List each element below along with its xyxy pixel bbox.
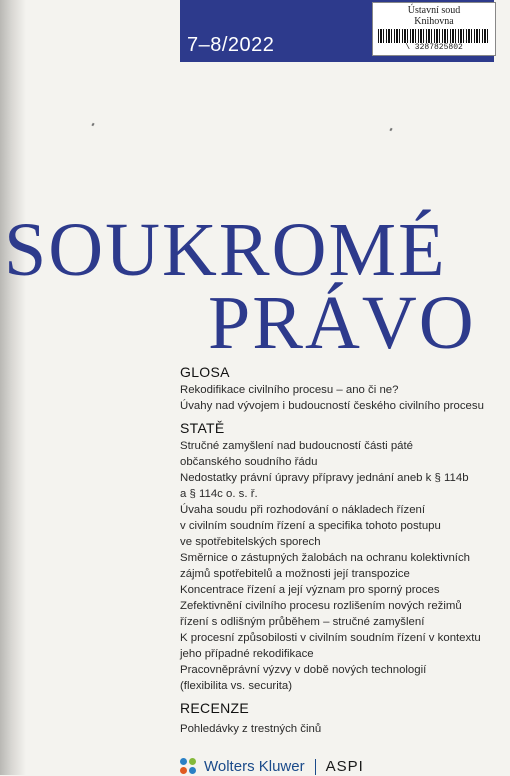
toc-line: (flexibilita vs. securita)	[180, 680, 293, 692]
toc-line: Nedostatky právní úpravy přípravy jednání aneb k § 114b	[180, 472, 469, 484]
journal-title-line2: PRÁVO	[208, 281, 476, 365]
toc-line: Úvaha soudu při rozhodování o nákladech řízení	[180, 504, 426, 516]
toc-line: ve spotřebitelských sporech	[180, 536, 321, 548]
toc-line: Zefektivnění civilního procesu rozlišením nových režimů	[180, 600, 462, 612]
publisher-footer	[180, 758, 510, 775]
toc-line: Rekodifikace civilního procesu – ano či ne?	[180, 384, 399, 396]
table-of-contents	[180, 362, 510, 737]
footer-divider	[315, 759, 316, 775]
toc-line: v civilním soudním řízení a specifika tohoto postupu	[180, 520, 441, 532]
toc-line: zájmů spotřebitelů a možnosti její transpozice	[180, 568, 410, 580]
toc-line: Úvahy nad vývojem i budoucností českého civilního procesu	[180, 400, 484, 412]
issue-number: 7–8/2022	[187, 34, 275, 56]
barcode-number: \ 3287825802	[405, 43, 463, 52]
publisher-name: Wolters Kluwer	[204, 758, 305, 775]
toc-line: Koncentrace řízení a její význam pro sporný proces	[180, 584, 440, 596]
library-sticker	[372, 2, 496, 56]
toc-line: Stručné zamyšlení nad budoucností části páté	[180, 440, 414, 452]
wolters-kluwer-logo-icon	[180, 758, 198, 776]
section-heading-recenze: RECENZE	[180, 700, 249, 716]
toc-line: K procesní způsobilosti v civilním soudním řízení v kontextu	[180, 632, 481, 644]
toc-line: řízení s odlišným průběhem – stručné zamyšlení	[180, 616, 425, 628]
toc-line: Pracovněprávní výzvy v době nových technologií	[180, 664, 427, 676]
section-heading-state: STATĚ	[180, 420, 225, 436]
toc-line: Pohledávky z trestných činů	[180, 723, 322, 735]
section-heading-glosa: GLOSA	[180, 364, 230, 380]
toc-line: občanského soudního řádu	[180, 456, 318, 468]
spine-shadow	[0, 0, 26, 775]
barcode	[378, 29, 490, 43]
library-name: Ústavní soud	[407, 5, 461, 16]
brand-name: ASPI	[325, 758, 364, 775]
journal-title-line1: SOUKROMÉ	[4, 208, 447, 292]
speck	[389, 128, 392, 132]
toc-line: jeho případné rekodifikace	[180, 648, 314, 660]
speck	[91, 123, 94, 127]
library-dept: Knihovna	[414, 16, 454, 27]
toc-line: Směrnice o zástupných žalobách na ochranu kolektivních	[180, 552, 470, 564]
toc-line: a § 114c o. s. ř.	[180, 488, 258, 500]
